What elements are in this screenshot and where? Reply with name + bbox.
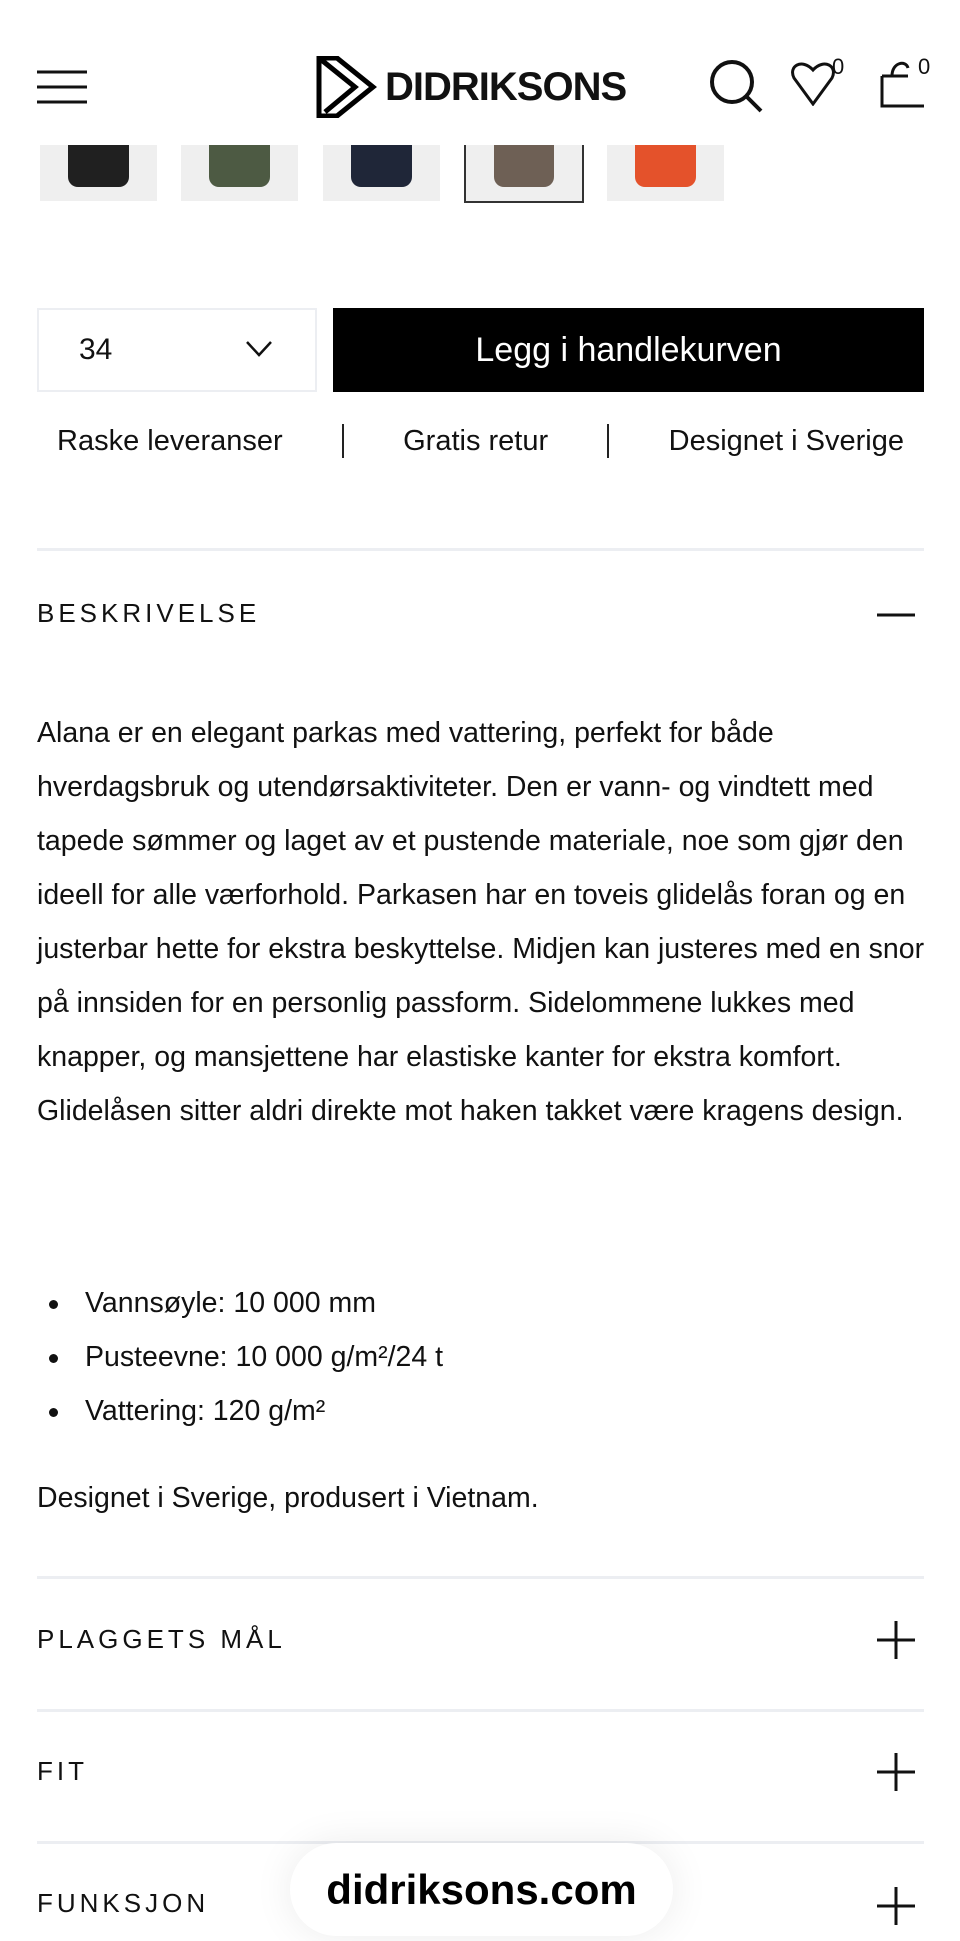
add-to-cart-button[interactable]: Legg i handlekurven [333,308,924,392]
menu-icon[interactable] [37,70,87,104]
size-select[interactable] [37,308,317,392]
perks-bar [37,424,924,458]
divider [37,1576,924,1579]
url-pill[interactable]: didriksons.com [290,1843,673,1936]
accordion-measurements[interactable]: PLAGGETS MÅL [37,1624,286,1654]
plus-icon[interactable] [876,1886,916,1926]
perk-fast-delivery: Raske leveranser [57,424,283,457]
wishlist-icon[interactable] [790,60,836,106]
color-swatch-green[interactable] [181,145,298,201]
color-swatch-orange[interactable] [607,145,724,201]
accordion-description-title[interactable]: BESKRIVELSE [37,598,261,628]
brand-logo[interactable] [315,56,626,118]
perk-designed-sweden: Designet i Sverige [668,424,904,457]
cart-count: 0 [918,54,931,79]
plus-icon[interactable] [876,1620,916,1660]
color-swatch-black[interactable] [40,145,157,201]
spec-item: Vannsøyle: 10 000 mm [37,1276,443,1330]
wishlist-count: 0 [832,54,845,79]
color-swatch-brown-selected[interactable] [464,145,584,203]
made-in-text: Designet i Sverige, produsert i Vietnam. [37,1482,539,1514]
spec-item: Pusteevne: 10 000 g/m²/24 t [37,1330,443,1384]
chevron-down-icon [245,340,273,358]
accordion-function[interactable]: FUNKSJON [37,1888,210,1918]
divider [37,548,924,551]
description-text: Alana er en elegant parkas med vattering, perfekt for både hverdagsbruk og utendørsaktiviteter. Den er vann- og vindtett med tapede sømmer og laget av et pustende materiale, noe som gjør den ideell for alle værforhold. Parkasen har en toveis glidelås foran og en justerbar hette for ekstra beskyttelse. Midjen kan justeres med en snor på innsiden for en personlig passform. Sidelommene lukkes med knapper, og mansjettene har elastiske kanter for ekstra komfort. Glidelåsen sitter aldri direkte mot haken takket være kragens design. [37,717,925,1127]
minus-icon[interactable] [876,595,916,635]
plus-icon[interactable] [876,1752,916,1792]
search-icon[interactable] [708,58,764,114]
logo-mark-icon [315,56,377,118]
perk-separator [607,424,609,458]
spec-item: Vattering: 120 g/m² [37,1384,443,1438]
brand-name: DIDRIKSONS [385,64,627,109]
spec-list [37,1276,443,1438]
perk-free-return: Gratis retur [403,424,549,457]
color-swatch-navy[interactable] [323,145,440,201]
accordion-fit[interactable]: FIT [37,1756,88,1786]
size-value: 34 [79,333,113,366]
divider [37,1709,924,1712]
perk-separator [342,424,344,458]
